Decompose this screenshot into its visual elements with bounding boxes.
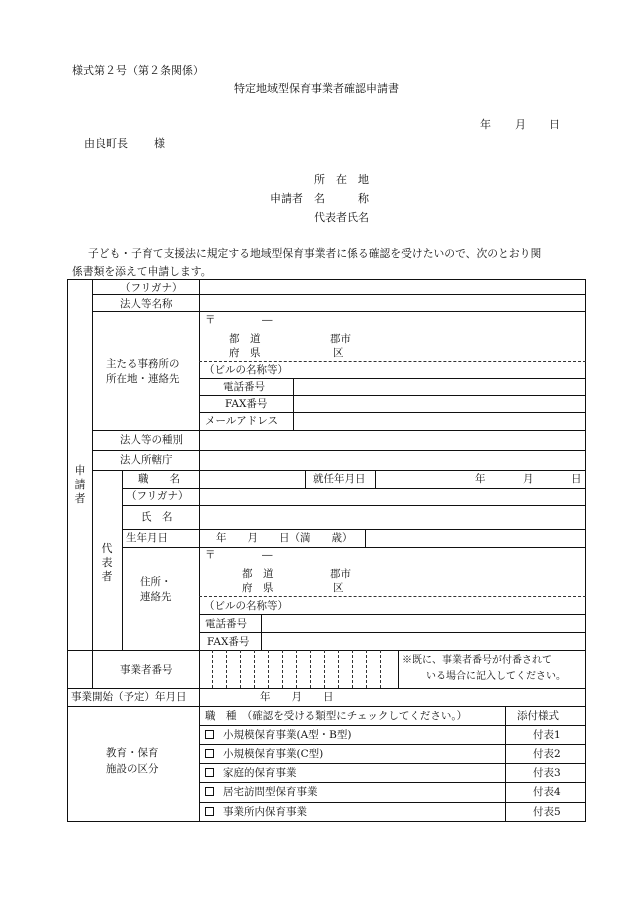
office-label-1: 主たる事務所の bbox=[106, 358, 180, 370]
date-month: 月 bbox=[515, 118, 526, 131]
operator-note-1: ※既に、事業者番号が付番されて bbox=[402, 655, 552, 666]
operator-note-2: いる場合に記入してください。 bbox=[426, 671, 566, 682]
intro-line-2: 係書類を添えて申請します。 bbox=[72, 265, 212, 278]
type-header: 職 種 （確認を受ける類型にチェックしてください。） bbox=[205, 710, 468, 722]
phone-label: 電話番号 bbox=[223, 381, 265, 393]
attach-2: 付表2 bbox=[533, 748, 561, 760]
rep-address-label-2: 連絡先 bbox=[140, 591, 172, 603]
todofuken-2: 府 県 bbox=[229, 347, 261, 359]
corp-type-label: 法人等の種別 bbox=[120, 434, 183, 446]
category-label-2: 施設の区分 bbox=[106, 763, 159, 775]
operator-number-label: 事業者番号 bbox=[120, 664, 173, 676]
applicant-address-label: 所 在 地 bbox=[314, 173, 369, 186]
corp-name-label: 法人等名称 bbox=[120, 298, 173, 310]
application-form-table bbox=[67, 279, 586, 822]
rep-building-label: （ビルの名称等） bbox=[204, 600, 288, 612]
side-label-representative: 代表者 bbox=[101, 542, 113, 583]
corp-agency-label: 法人所轄庁 bbox=[120, 454, 173, 466]
fax-label: FAX番号 bbox=[225, 398, 268, 410]
start-date-value: 年 月 日 bbox=[260, 691, 334, 703]
postal-mark: 〒 bbox=[205, 314, 216, 326]
recipient: 由良町長 bbox=[84, 137, 128, 150]
appointed-day: 日 bbox=[571, 473, 582, 485]
rep-postal-mark: 〒 bbox=[205, 549, 216, 561]
gunshi-2: 区 bbox=[333, 347, 344, 359]
postal-dash: ― bbox=[262, 314, 273, 326]
category-label-1: 教育・保育 bbox=[106, 747, 159, 759]
birth-label: 生年月日 bbox=[126, 532, 168, 544]
attach-5: 付表5 bbox=[533, 806, 561, 818]
attach-1: 付表1 bbox=[533, 729, 561, 741]
appointed-label: 就任年月日 bbox=[313, 473, 366, 485]
type-checkbox-2[interactable] bbox=[205, 749, 214, 758]
rep-gunshi-1: 郡市 bbox=[330, 568, 351, 580]
applicant-label: 申請者 bbox=[270, 192, 303, 205]
rep-name-label: 氏 名 bbox=[141, 511, 173, 523]
rep-todofuken-1: 都 道 bbox=[242, 568, 274, 580]
rep-address-label-1: 住所・ bbox=[140, 576, 172, 588]
rep-phone-label: 電話番号 bbox=[205, 618, 247, 630]
page-title: 特定地域型保育事業者確認申請書 bbox=[234, 82, 399, 95]
rep-fax-label: FAX番号 bbox=[207, 636, 250, 648]
attach-3: 付表3 bbox=[533, 767, 561, 779]
type-checkbox-1[interactable] bbox=[205, 730, 214, 739]
rep-todofuken-2: 府 県 bbox=[242, 582, 274, 594]
form-number: 様式第２号（第２条関係） bbox=[72, 64, 204, 77]
todofuken-1: 都 道 bbox=[229, 333, 261, 345]
gunshi-1: 郡市 bbox=[330, 333, 351, 345]
appointed-month: 月 bbox=[523, 473, 534, 485]
type-checkbox-4[interactable] bbox=[205, 787, 214, 796]
furigana-label: （フリガナ） bbox=[120, 282, 183, 294]
birth-value: 年 月 日（満 歳） bbox=[216, 532, 353, 544]
start-date-label: 事業開始（予定）年月日 bbox=[71, 691, 187, 703]
attach-header: 添付様式 bbox=[517, 710, 559, 722]
type-label-4: 居宅訪問型保育事業 bbox=[223, 786, 318, 798]
date-year: 年 bbox=[480, 118, 491, 131]
applicant-name-label: 名 称 bbox=[314, 192, 369, 205]
type-label-3: 家庭的保育事業 bbox=[223, 767, 297, 779]
attach-4: 付表4 bbox=[533, 786, 561, 798]
rep-furigana-label: （フリガナ） bbox=[126, 490, 189, 502]
type-checkbox-5[interactable] bbox=[205, 807, 214, 816]
building-label: （ビルの名称等） bbox=[204, 364, 288, 376]
date-day: 日 bbox=[549, 118, 560, 131]
recipient-honorific: 様 bbox=[154, 137, 165, 150]
applicant-rep-label: 代表者氏名 bbox=[314, 211, 369, 224]
rep-postal-dash: ― bbox=[262, 549, 273, 561]
position-label: 職 名 bbox=[138, 473, 180, 485]
appointed-year: 年 bbox=[475, 473, 486, 485]
office-label-2: 所在地・連絡先 bbox=[106, 373, 180, 385]
type-label-2: 小規模保育事業(C型) bbox=[223, 748, 324, 760]
intro-line-1: 子ども・子育て支援法に規定する地域型保育事業者に係る確認を受けたいので、次のとおり関 bbox=[88, 247, 542, 260]
rep-gunshi-2: 区 bbox=[333, 582, 344, 594]
email-label: メールアドレス bbox=[205, 415, 278, 427]
type-checkbox-3[interactable] bbox=[205, 768, 214, 777]
side-label-applicant: 申請者 bbox=[74, 464, 86, 505]
type-label-5: 事業所内保育事業 bbox=[223, 806, 307, 818]
type-label-1: 小規模保育事業(A型・B型) bbox=[223, 729, 352, 741]
